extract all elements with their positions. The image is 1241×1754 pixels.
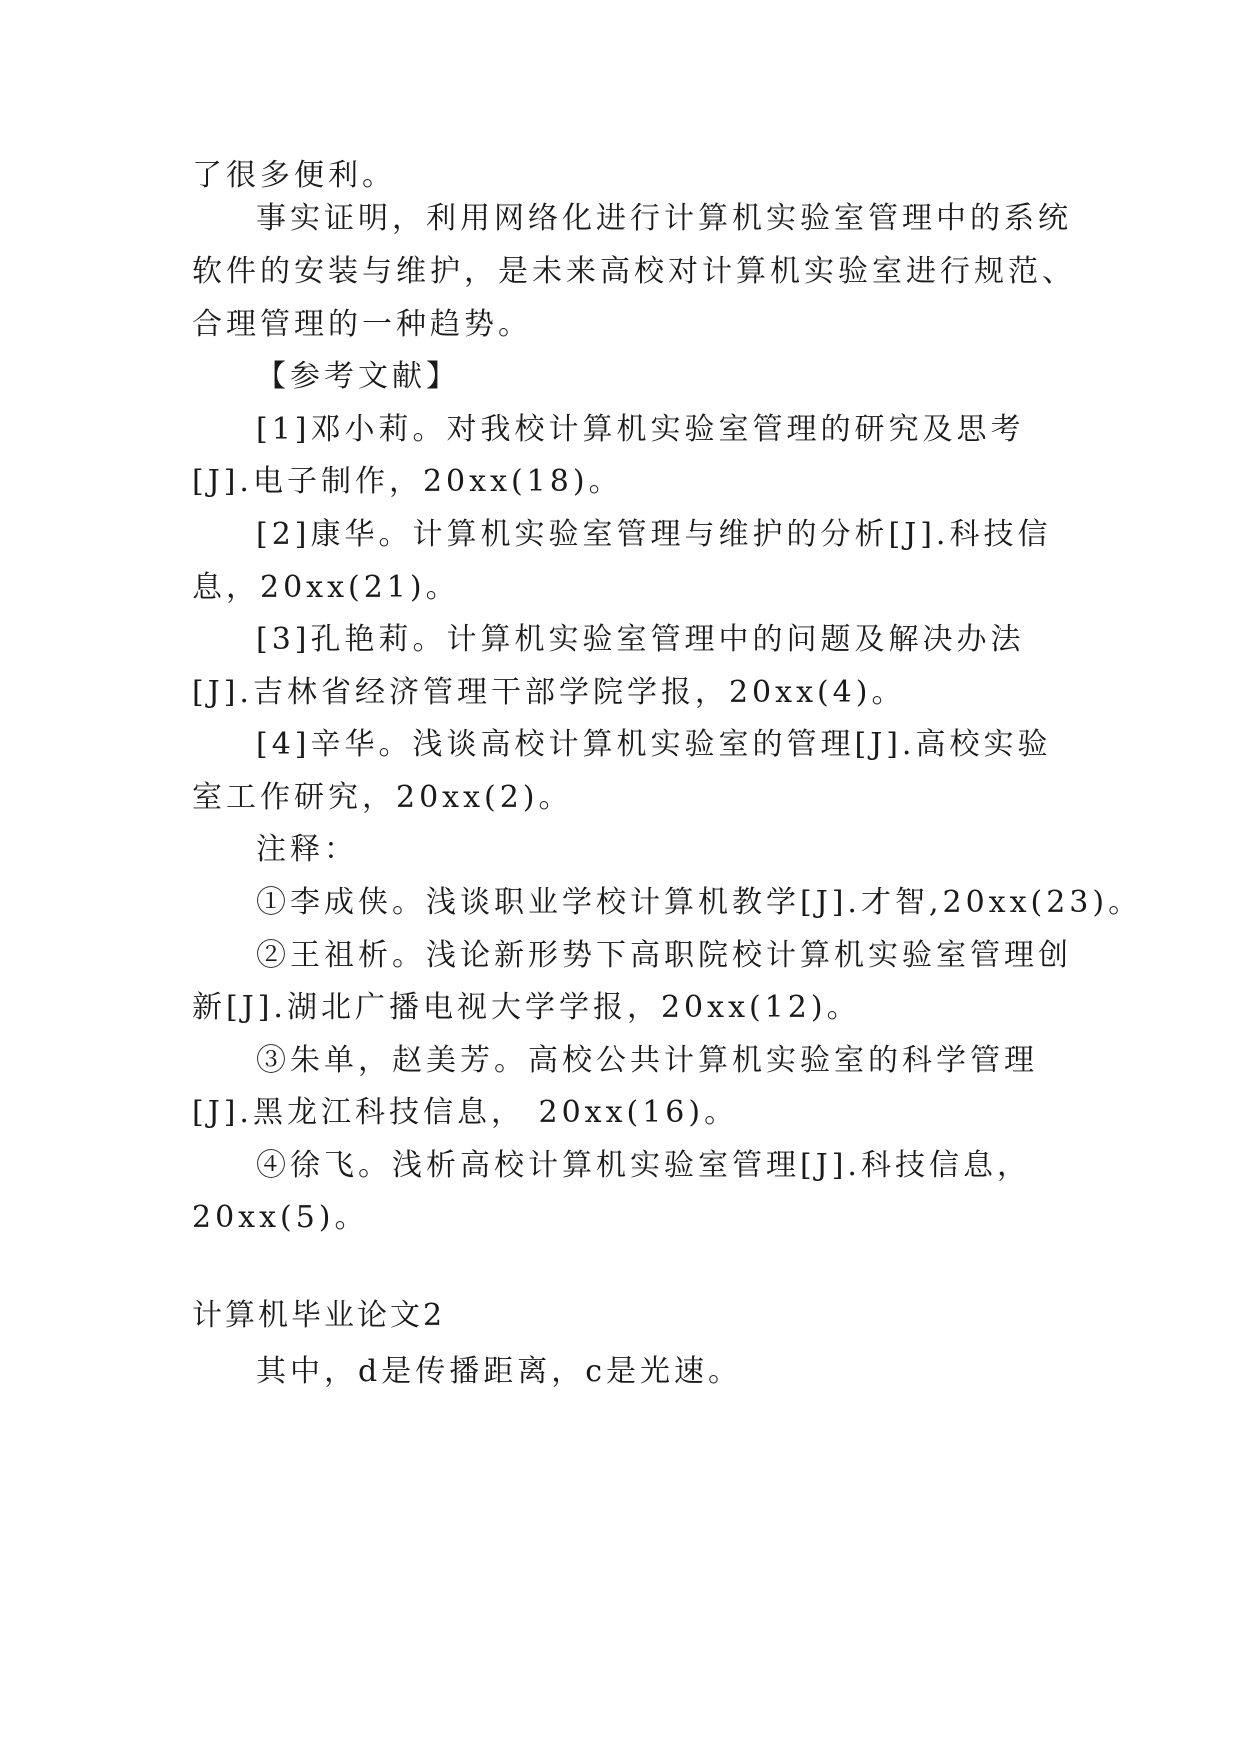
paragraph-line: 了很多便利。: [192, 158, 396, 193]
note-item: ②王祖析。浅论新形势下高职院校计算机实验室管理创: [256, 938, 1072, 973]
reference-item: [J].电子制作，20xx(18)。: [192, 464, 623, 499]
reference-item: [3]孔艳莉。计算机实验室管理中的问题及解决办法: [256, 622, 1025, 657]
note-item: [J].黑龙江科技信息， 20xx(16)。: [192, 1095, 739, 1130]
references-heading: 【参考文献】: [256, 359, 460, 394]
reference-item: [4]辛华。浅谈高校计算机实验室的管理[J].高校实验: [256, 727, 1052, 762]
reference-item: [2]康华。计算机实验室管理与维护的分析[J].科技信: [256, 517, 1052, 552]
note-item: ③朱单，赵美芳。高校公共计算机实验室的科学管理: [256, 1043, 1038, 1078]
paragraph-line: 合理管理的一种趋势。: [192, 307, 532, 342]
notes-heading: 注释：: [256, 832, 358, 867]
note-item: ①李成侠。浅谈职业学校计算机教学[J].才智,20xx(23)。: [256, 885, 1143, 920]
note-item: ④徐飞。浅析高校计算机实验室管理[J].科技信息，: [256, 1148, 1031, 1183]
section-title: 计算机毕业论文2: [192, 1298, 446, 1333]
paragraph-line: 软件的安装与维护，是未来高校对计算机实验室进行规范、: [192, 254, 1076, 289]
note-item: 新[J].湖北广播电视大学学报，20xx(12)。: [192, 990, 861, 1025]
paragraph-line: 其中，d是传播距离，c是光速。: [256, 1354, 743, 1389]
note-item: 20xx(5)。: [192, 1200, 369, 1235]
reference-item: 息，20xx(21)。: [192, 570, 460, 605]
reference-item: [J].吉林省经济管理干部学院学报，20xx(4)。: [192, 675, 906, 710]
reference-item: 室工作研究，20xx(2)。: [192, 780, 573, 815]
paragraph-line: 事实证明，利用网络化进行计算机实验室管理中的系统: [256, 201, 1072, 236]
reference-item: [1]邓小莉。对我校计算机实验室管理的研究及思考: [256, 412, 1025, 447]
